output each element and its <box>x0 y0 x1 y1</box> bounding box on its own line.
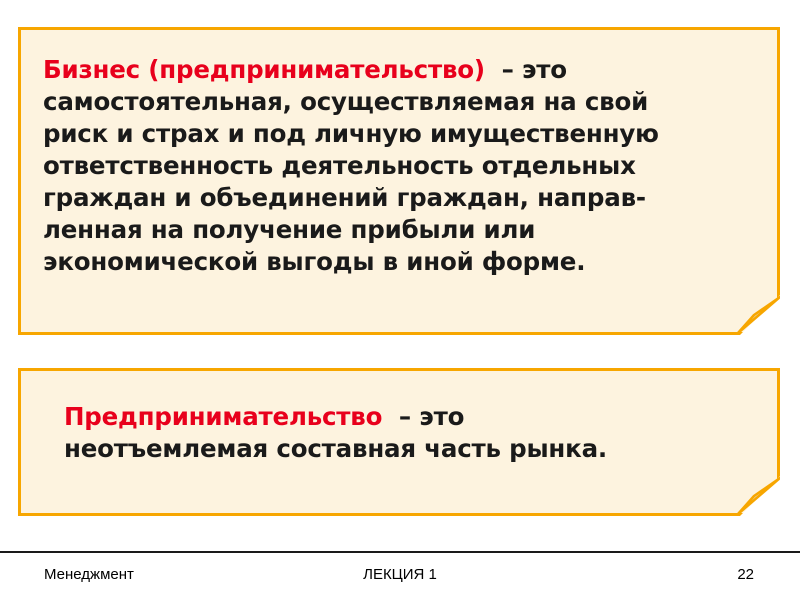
market-heading-line <box>64 401 607 433</box>
definition-text <box>43 54 659 278</box>
definition-note <box>18 27 780 335</box>
market-text <box>64 401 607 465</box>
definition-line-4: граждан и объединений граждан, направ- <box>43 183 646 212</box>
definition-dash: – это <box>501 55 567 84</box>
footer-lecture: ЛЕКЦИЯ 1 <box>363 566 437 583</box>
definition-heading-line <box>43 54 659 86</box>
page-curl-icon <box>734 476 780 516</box>
market-note <box>18 368 780 516</box>
definition-line-3: ответственность деятельность отдельных <box>43 151 636 180</box>
term-entrepreneurship: Предпринимательство <box>64 402 383 431</box>
footer-divider <box>0 551 800 553</box>
market-dash: – это <box>398 402 465 431</box>
definition-line-6: экономической выгоды в иной форме. <box>43 247 586 276</box>
market-line: неотъемлемая составная часть рынка. <box>64 434 608 463</box>
definition-line-1: самостоятельная, осуществляемая на свой <box>43 87 649 116</box>
page-curl-icon <box>734 295 780 335</box>
definition-line-2: риск и страх и под личную имущественную <box>43 119 659 148</box>
footer-page-number: 22 <box>737 566 754 583</box>
footer-course: Менеджмент <box>44 566 134 583</box>
definition-line-5: ленная на получение прибыли или <box>43 215 536 244</box>
term-business: Бизнес (предпринимательство) <box>43 55 485 84</box>
